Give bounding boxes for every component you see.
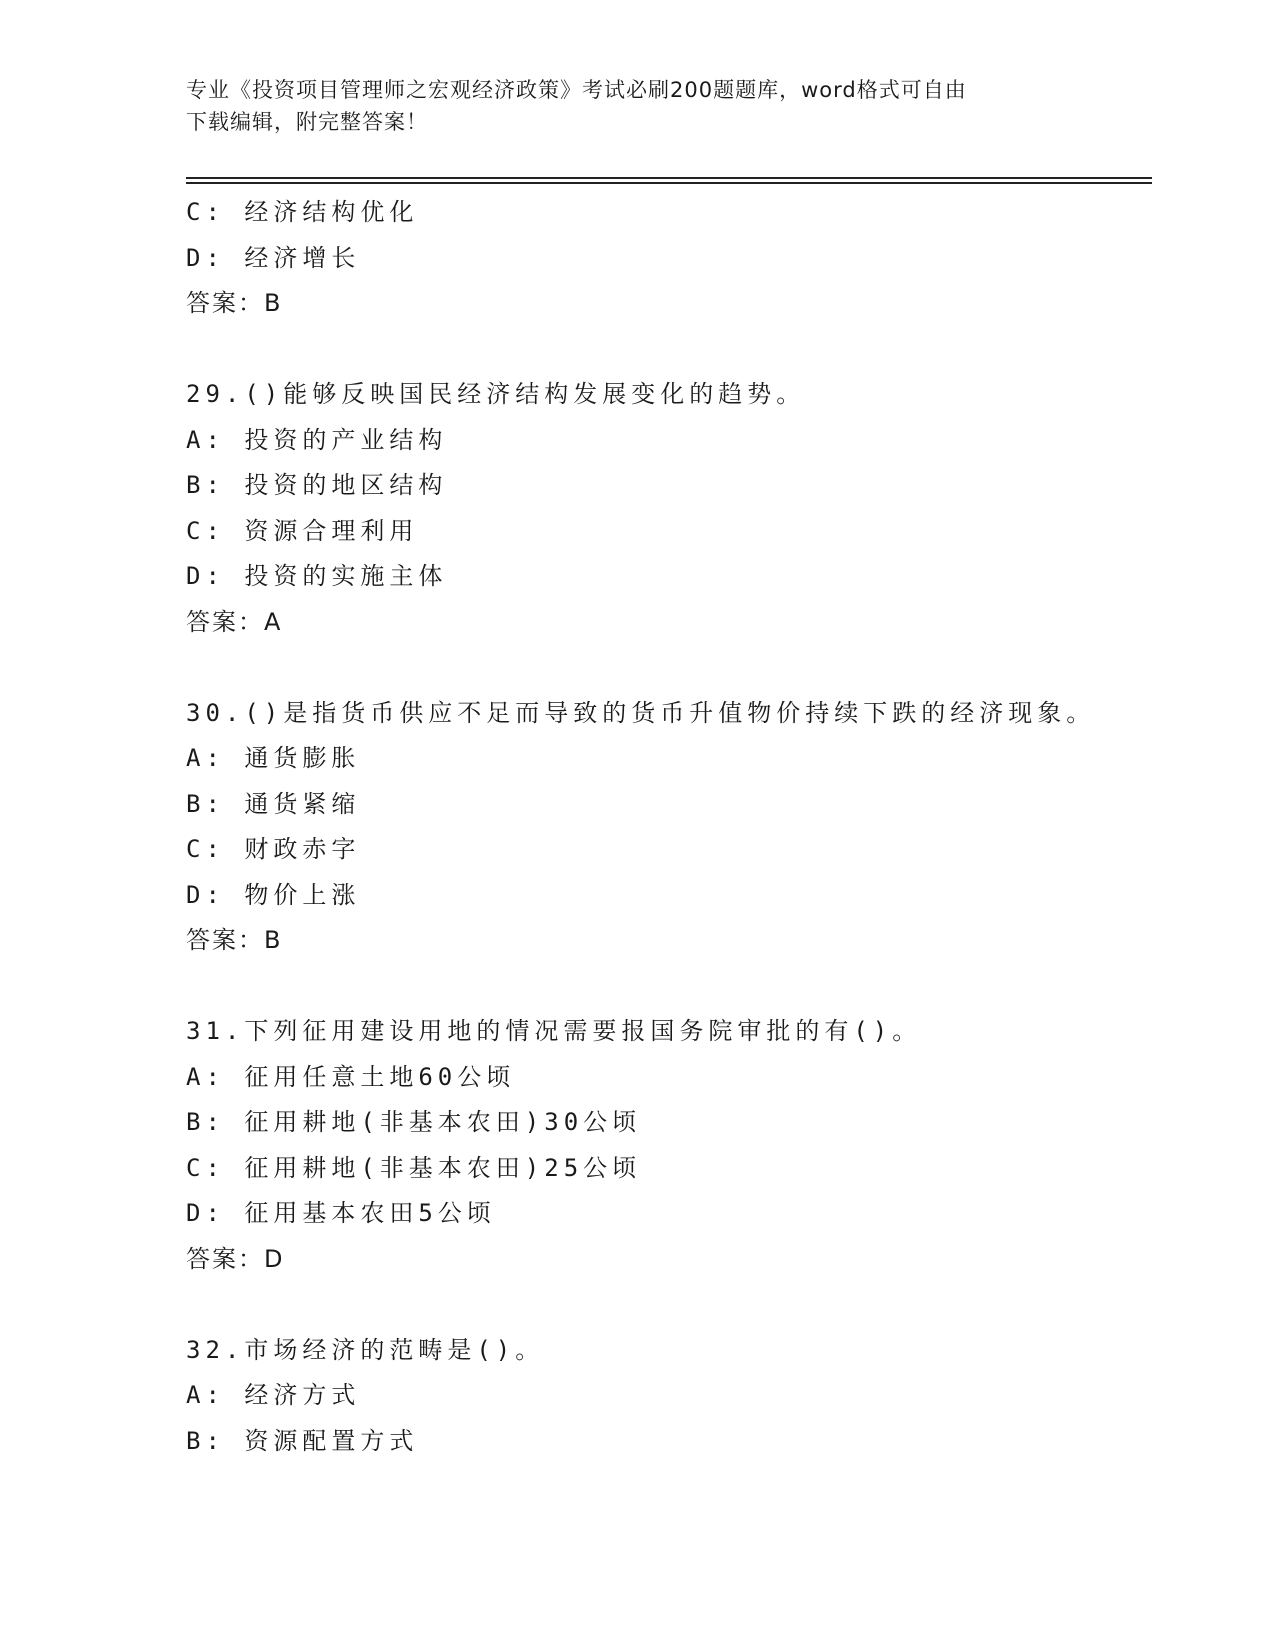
question-list	[186, 190, 1152, 1464]
option-d: D: 经济增长	[186, 243, 361, 272]
answer-label: 答案：B	[186, 289, 283, 317]
option-a: A: 征用任意土地60公顷	[186, 1062, 516, 1091]
question-block-prev	[186, 190, 1152, 327]
option-d: D: 物价上涨	[186, 880, 361, 909]
answer-label: 答案：A	[186, 607, 283, 636]
option-d: D: 征用基本农田5公顷	[186, 1199, 496, 1227]
spacer	[186, 645, 1152, 691]
option-c: C: 征用耕地(非基本农田)25公顷	[186, 1153, 642, 1182]
header-line-2: 下载编辑，附完整答案！	[186, 110, 428, 134]
question-block-32	[186, 1328, 1152, 1465]
question-text: 30.()是指货币供应不足而导致的货币升值物价持续下跌的经济现象。	[186, 698, 1096, 727]
question-text: 31.下列征用建设用地的情况需要报国务院审批的有()。	[186, 1017, 922, 1045]
option-a: A: 经济方式	[186, 1381, 361, 1409]
question-block-31	[186, 1009, 1152, 1282]
question-block-30	[186, 691, 1152, 964]
header-divider-top	[186, 177, 1152, 179]
header-line-1: 专业《投资项目管理师之宏观经济政策》考试必刷200题题库，word格式可自由	[186, 78, 967, 102]
question-text: 29.()能够反映国民经济结构发展变化的趋势。	[186, 380, 806, 408]
option-b: B: 投资的地区结构	[186, 471, 448, 499]
question-text: 32.市场经济的范畴是()。	[186, 1335, 545, 1364]
answer-label: 答案：D	[186, 1244, 285, 1273]
option-c: C: 资源合理利用	[186, 516, 419, 545]
answer-label: 答案：B	[186, 926, 283, 954]
header-divider-bottom	[186, 182, 1152, 184]
option-a: A: 通货膨胀	[186, 744, 361, 772]
option-b: B: 征用耕地(非基本农田)30公顷	[186, 1108, 642, 1136]
option-b: B: 资源配置方式	[186, 1426, 419, 1455]
document-header	[186, 74, 1086, 138]
option-c: C: 财政赤字	[186, 835, 361, 863]
spacer	[186, 327, 1152, 373]
spacer	[186, 964, 1152, 1010]
option-c: C: 经济结构优化	[186, 198, 419, 226]
question-block-29	[186, 372, 1152, 645]
spacer	[186, 1282, 1152, 1328]
option-d: D: 投资的实施主体	[186, 562, 448, 590]
option-b: B: 通货紧缩	[186, 789, 361, 818]
option-a: A: 投资的产业结构	[186, 425, 448, 454]
